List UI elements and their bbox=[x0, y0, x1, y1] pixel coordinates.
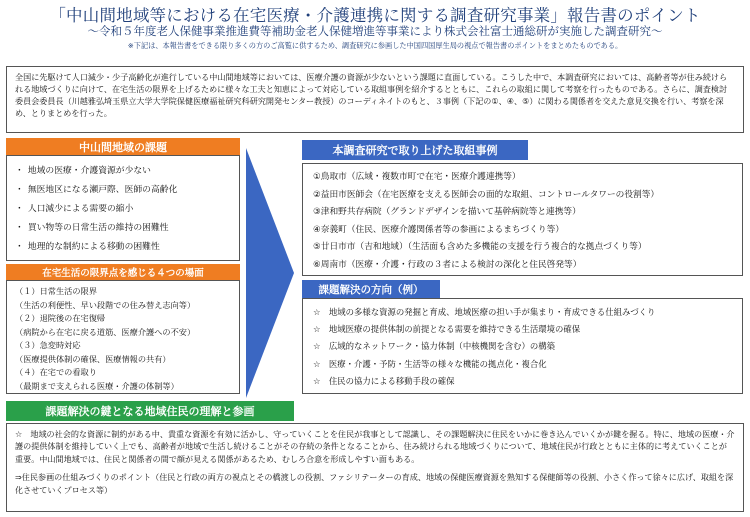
list-item: （２）退院後の在宅復帰 bbox=[15, 313, 106, 323]
list-item: ☆ 地域の多様な資源の発掘と育成、地域医療の担い手が集まり・育成できる仕組みづくり bbox=[313, 307, 656, 317]
key-points: ⇒住民参画の仕組みづくりのポイント（住民と行政の両方の視点とその橋渡しの役割、ファシリテーターの育成、地域の保健医療資源を熟知する保健師等の役割、小さく作って徐々に広げ、取組を深化させていくプロセス等） bbox=[15, 472, 734, 495]
list-item: ③津和野共存病院（グランドデザインを描いて基幹病院等と連携等） bbox=[313, 207, 581, 217]
list-item: ①鳥取市（広域・複数市町で在宅・医療介護連携等） bbox=[313, 172, 521, 182]
page-title: 「中山間地域等における在宅医療・介護連携に関する調査研究事業」報告書のポイント bbox=[49, 6, 701, 25]
page-note: ※下記は、本報告書をできる限り多くの方のご高覧に供するため、調査研究に参画した中国四国厚生局の視点で報告書のポイントをまとめたものである。 bbox=[127, 41, 623, 50]
key-paragraph: ☆ 地域の社会的な資源に制約がある中、貴重な資源を有効に活かし、守っていくことを住民が我事として認識し、その課題解決に住民をいかに巻き込んでいくかが鍵を握る。特に、地域の医療・介護の提供体制を維持していく上でも、高齢者が地域で生活し続けることがその存続の条件となることから、住み続けられる地域づくりについて、地域住民が行政とともに主体的に考えていくことが重要。中山間地域では、住民と関係者の間で顔が見える関係があるため、むしろ合意を形成しやすい面もある。 bbox=[15, 429, 735, 464]
cases-box bbox=[302, 163, 743, 276]
directions-box bbox=[302, 298, 743, 394]
limits-heading: 在宅生活の限界点を感じる４つの場面 bbox=[6, 264, 240, 280]
issues-heading: 中山間地域の課題 bbox=[6, 138, 240, 156]
list-item: （最期まで支えられる医療・介護の体制等） bbox=[15, 380, 179, 391]
list-item: ☆ 広域的なネットワーク・協力体制（中核機関を含む）の構築 bbox=[313, 341, 556, 352]
list-item: （生活の利便性、早い段階での住み替え志向等） bbox=[15, 299, 196, 310]
list-item: ⑤廿日市市（吉和地域）（生活面も含めた多機能の支援を行う複合的な拠点づくり等） bbox=[313, 242, 647, 252]
list-item: ・ 地理的な制約による移動の困難性 bbox=[15, 238, 231, 257]
cases-heading: 本調査研究で取り上げた取組事例 bbox=[302, 140, 528, 160]
list-item: ☆ 医療・介護・予防・生活等の様々な機能の拠点化・複合化 bbox=[313, 358, 547, 369]
arrow-right-icon bbox=[246, 148, 298, 398]
intro-text: 全国に先駆けて人口減少・少子高齢化が進行している中山間地域等においては、医療介護の資源が少ないという課題に直面している。こうした中で、本調査研究においては、高齢者等が住み続けられる地域づくりに向けて、在宅生活の限界を上げるために様々な工夫と知恵によって対応している取組事例を紹介するとともに、これらの取組に関して考察を行ったものである。さらに、調査検討委員会委員長（川越雅弘埼玉県立大学大学院保健医療福祉研究科研究開発センター教授）のコーディネイトのもと、３事例（下記の①、④、⑤）に関わる関係者を交えた意見交換を行い、考察を深め、とりまとめを行った。 bbox=[6, 66, 744, 133]
list-item: ☆ 住民の協力による移動手段の確保 bbox=[313, 375, 455, 386]
list-item: （３）急変時対応 bbox=[15, 340, 81, 350]
list-item: ・ 無医地区になる瀬戸際、医師の高齢化 bbox=[15, 181, 231, 200]
key-heading: 課題解決の鍵となる地域住民の理解と参画 bbox=[6, 401, 294, 421]
list-item: ⑥周南市（医療・介護・行政の３者による検討の深化と住民啓発等） bbox=[313, 259, 582, 270]
list-item: ・ 買い物等の日常生活の維持の困難性 bbox=[15, 219, 231, 238]
list-item: ☆ 地域医療の提供体制の前提となる需要を維持できる生活環境の確保 bbox=[313, 324, 581, 335]
issues-box bbox=[6, 155, 240, 261]
list-item: ②益田市医師会（在宅医療を支える医師会の面的な取組、コントロールタワーの役割等） bbox=[313, 189, 660, 200]
page-subtitle: ～令和５年度老人保健事業推進費等補助金老人保健増進等事業により株式会社富士通総研が実施した調査研究～ bbox=[87, 24, 663, 38]
directions-heading: 課題解決の方向（例） bbox=[302, 280, 440, 298]
list-item: （医療提供体制の確保、医療情報の共有） bbox=[15, 353, 171, 364]
list-item: （１）日常生活の限界 bbox=[15, 286, 97, 296]
list-item: ・ 地域の医療・介護資源が少ない bbox=[15, 162, 231, 181]
limits-box bbox=[6, 280, 240, 394]
list-item: （４）在宅での看取り bbox=[15, 367, 97, 377]
list-item: ・ 人口減少による需要の縮小 bbox=[15, 200, 231, 219]
list-item: （病院から在宅に戻る道筋、医療介護への不安） bbox=[15, 326, 196, 337]
key-box bbox=[6, 423, 744, 512]
list-item: ④奈義町（住民、医療介護関係者等の参画によるまちづくり等） bbox=[313, 224, 564, 235]
